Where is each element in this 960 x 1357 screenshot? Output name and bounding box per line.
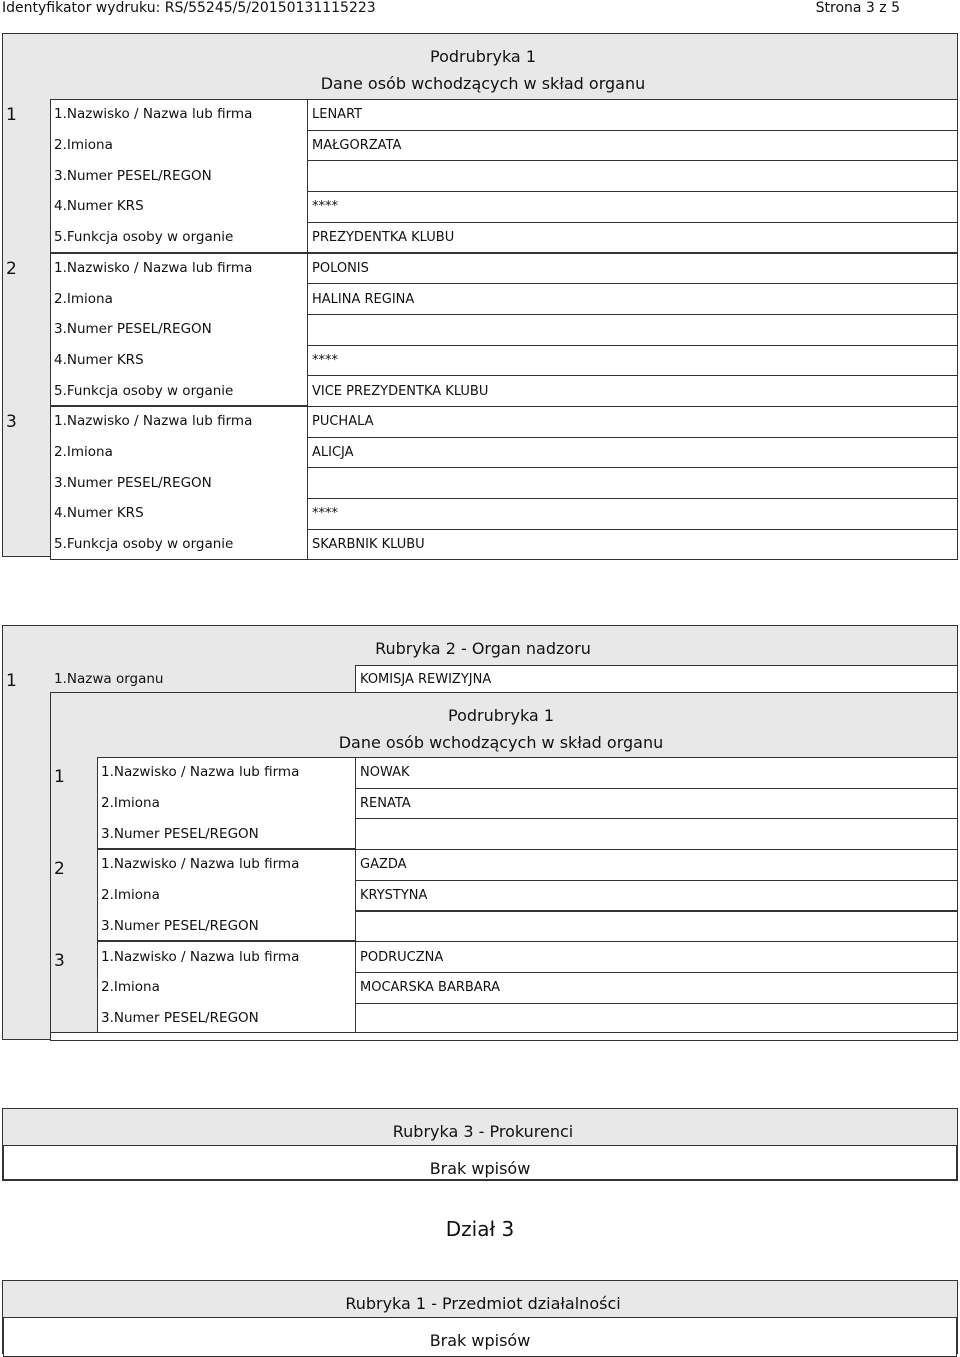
nazwisko-label: 1.Nazwisko / Nazwa lub firma [101, 764, 300, 781]
pesel-label: 3.Numer PESEL/REGON [54, 321, 212, 338]
person-number: 2 [6, 258, 17, 279]
nazwisko-value: GAZDA [355, 849, 958, 881]
krs-value: **** [307, 191, 958, 223]
pesel-value [355, 911, 958, 943]
person-number: 3 [6, 412, 17, 432]
page-number: Strona 3 z 5 [815, 0, 900, 16]
nazwisko-value: NOWAK [355, 757, 958, 789]
pesel-label: 3.Numer PESEL/REGON [101, 917, 259, 934]
imiona-value: KRYSTYNA [355, 880, 958, 912]
pesel-value [307, 467, 958, 499]
krs-value: **** [307, 498, 958, 530]
person-number: 1 [6, 105, 17, 125]
pesel-label: 3.Numer PESEL/REGON [54, 167, 212, 184]
rubryka3-empty: Brak wpisów [3, 1145, 957, 1180]
rubryka1-title: Rubryka 1 - Przedmiot działalności [345, 1294, 621, 1313]
pesel-label: 3.Numer PESEL/REGON [101, 1009, 259, 1026]
funkcja-value: PREZYDENTKA KLUBU [307, 222, 958, 254]
rubryka3-title: Rubryka 3 - Prokurenci [392, 1122, 574, 1141]
imiona-label: 2.Imiona [101, 887, 160, 904]
rubryka2-sub-subtitle: Dane osób wchodzących w skład organu [338, 733, 664, 752]
nazwisko-value: LENART [307, 99, 958, 131]
nazwisko-label: 1.Nazwisko / Nazwa lub firma [54, 106, 253, 123]
rubryka2-sub-title: Podrubryka 1 [448, 706, 554, 725]
imiona-value: HALINA REGINA [307, 283, 958, 315]
rubryka2-footer [50, 1032, 958, 1041]
print-id: Identyfikator wydruku: RS/55245/5/20150131115223 [2, 0, 376, 16]
rubryka3-table [2, 1108, 958, 1181]
imiona-value: MAŁGORZATA [307, 130, 958, 162]
nazwisko-label: 1.Nazwisko / Nazwa lub firma [54, 413, 253, 430]
pesel-value [307, 160, 958, 192]
funkcja-label: 5.Funkcja osoby w organie [54, 382, 234, 399]
imiona-label: 2.Imiona [54, 290, 113, 307]
pesel-value [355, 818, 958, 850]
imiona-label: 2.Imiona [101, 795, 160, 812]
imiona-label: 2.Imiona [101, 979, 160, 996]
krs-value: **** [307, 345, 958, 377]
member-number: 3 [54, 951, 65, 972]
nazwisko-value: PUCHALA [307, 406, 958, 438]
nazwa-organu-label: 1.Nazwa organu [54, 671, 164, 687]
member-number: 1 [54, 767, 65, 787]
funkcja-value: SKARBNIK KLUBU [307, 529, 958, 561]
nazwisko-value: PODRUCZNA [355, 941, 958, 973]
organ-number: 1 [6, 671, 17, 691]
podrubryka-subtitle: Dane osób wchodzących w skład organu [320, 74, 646, 93]
nazwisko-value: POLONIS [307, 253, 958, 285]
pesel-label: 3.Numer PESEL/REGON [54, 474, 212, 491]
nazwisko-label: 1.Nazwisko / Nazwa lub firma [101, 948, 300, 965]
rubryka1-table [2, 1280, 958, 1354]
funkcja-value: VICE PREZYDENTKA KLUBU [307, 375, 958, 407]
pesel-value [307, 314, 958, 346]
imiona-label: 2.Imiona [54, 444, 113, 461]
imiona-value: MOCARSKA BARBARA [355, 972, 958, 1004]
funkcja-label: 5.Funkcja osoby w organie [54, 229, 234, 246]
krs-label: 4.Numer KRS [54, 505, 144, 522]
member-number: 2 [54, 859, 65, 880]
imiona-value: ALICJA [307, 437, 958, 469]
dzial-title: Dział 3 [445, 1217, 515, 1241]
rubryka2-title: Rubryka 2 - Organ nadzoru [375, 639, 591, 658]
funkcja-label: 5.Funkcja osoby w organie [54, 536, 234, 553]
nazwa-organu-value: KOMISJA REWIZYJNA [355, 665, 958, 693]
nazwisko-label: 1.Nazwisko / Nazwa lub firma [54, 259, 253, 276]
imiona-value: RENATA [355, 788, 958, 820]
nazwisko-label: 1.Nazwisko / Nazwa lub firma [101, 856, 300, 873]
krs-label: 4.Numer KRS [54, 198, 144, 215]
pesel-value [355, 1003, 958, 1035]
pesel-label: 3.Numer PESEL/REGON [101, 825, 259, 842]
rubryka1-empty: Brak wpisów [3, 1317, 957, 1357]
krs-label: 4.Numer KRS [54, 351, 144, 368]
podrubryka-title: Podrubryka 1 [430, 47, 536, 66]
imiona-label: 2.Imiona [54, 137, 113, 154]
